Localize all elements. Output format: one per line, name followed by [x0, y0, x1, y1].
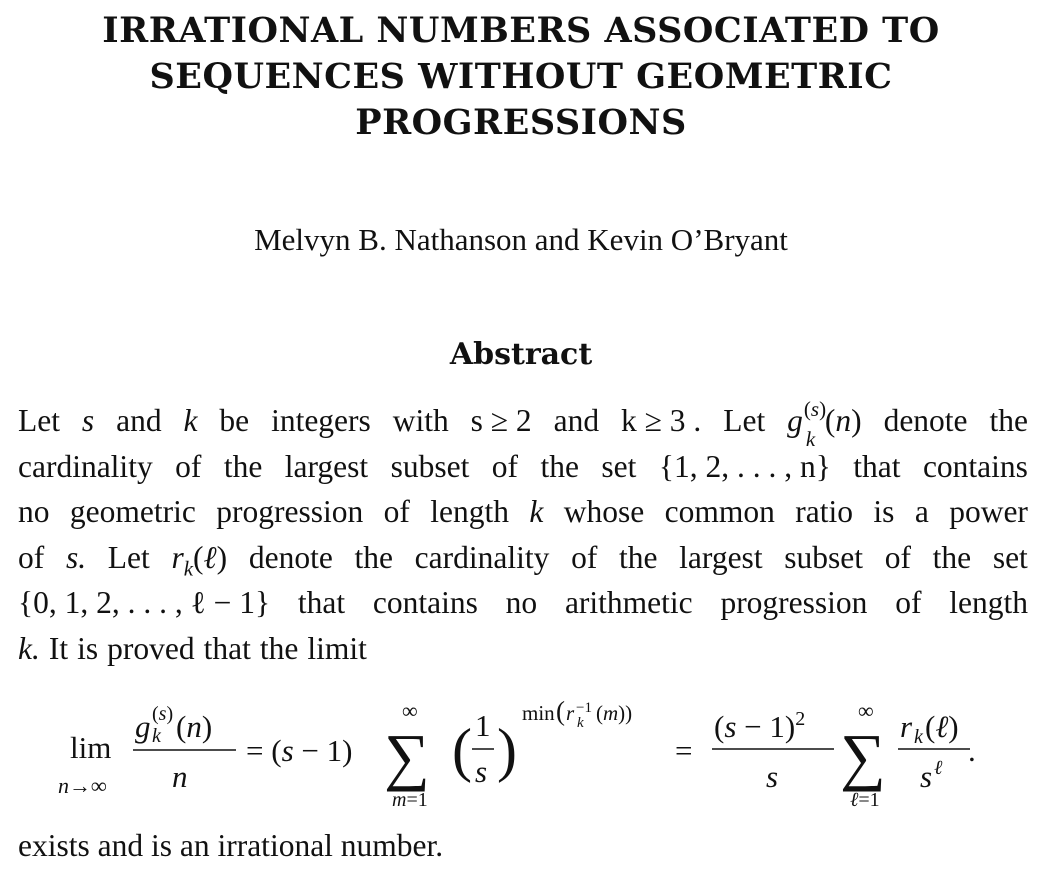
limit-rhs — [675, 698, 976, 810]
svg-text:r: r — [900, 709, 913, 744]
title-line-2: SEQUENCES WITHOUT GEOMETRIC — [149, 56, 893, 97]
set-0-to-l: {0, 1, 2, . . . , ℓ − 1} — [18, 585, 271, 620]
svg-text:): ) — [497, 717, 517, 783]
svg-text:s: s — [920, 759, 933, 794]
svg-text:(m)): (m)) — [596, 701, 633, 725]
abstract-line-1: Let s and k be integers with s ≥ 2 and k ≥ 3 . Let g (s) k (n) denote the — [18, 397, 1028, 451]
g-function: g (s) k (n) — [787, 397, 862, 451]
abstract-body — [18, 398, 1028, 671]
svg-text:∞: ∞ — [858, 698, 874, 723]
abstract-line-2: cardinality of the largest subset of the set {1, 2, . . . , n} that contains — [18, 444, 1028, 490]
svg-text:k: k — [914, 726, 923, 748]
svg-text:(s): (s) — [152, 703, 174, 725]
svg-text:n: n — [172, 759, 188, 794]
svg-text:(s − 1)2: $(s - 1)^2$ — [714, 708, 806, 744]
svg-text:(n): (n) — [176, 709, 213, 744]
svg-text:∑: ∑ — [384, 721, 430, 792]
svg-text:1: 1 — [475, 708, 491, 743]
abstract-line-5: {0, 1, 2, . . . , ℓ − 1} that contains no arithmetic progression of length — [18, 580, 1028, 626]
svg-text:ℓ: ℓ — [934, 757, 943, 779]
abstract-heading: Abstract — [449, 337, 593, 372]
title-line-1: IRRATIONAL NUMBERS ASSOCIATED TO — [102, 10, 940, 51]
abstract-line-3: no geometric progression of length k whose common ratio is a power — [18, 494, 1028, 529]
svg-text:∞: ∞ — [402, 698, 418, 723]
svg-text:.: . — [968, 733, 976, 768]
svg-text:= (s − 1): = (s − 1) — [246, 733, 353, 768]
set-1-to-n: {1, 2, . . . , n} — [658, 448, 831, 484]
limit-lhs — [58, 703, 236, 798]
svg-text:lim: lim — [70, 730, 112, 765]
svg-text:k: k — [152, 725, 161, 747]
svg-text:−1: −1 — [576, 700, 592, 716]
limit-middle — [246, 696, 632, 810]
svg-text:n→∞: n→∞ — [58, 773, 107, 798]
svg-text:k: k — [577, 715, 584, 731]
svg-text:s: s — [475, 754, 488, 789]
authors: Melvyn B. Nathanson and Kevin O’Bryant — [254, 222, 788, 257]
svg-text:(ℓ): (ℓ) — [925, 709, 959, 744]
abstract-line-4: of s. Let $r_k(\ell)$ denote the cardinality of the largest subset of the set — [18, 535, 1028, 581]
paper-title — [0, 8, 1042, 146]
abstract-line-6: k. It is proved that the limit — [18, 630, 367, 666]
limit-formula — [0, 690, 1042, 810]
title-line-3: PROGRESSIONS — [355, 102, 687, 143]
svg-text:ℓ=1: ℓ=1 — [850, 789, 880, 810]
svg-text:g: g — [135, 709, 151, 744]
inequality-k: k ≥ 3 . — [621, 403, 702, 438]
svg-text:m=1: m=1 — [392, 789, 428, 810]
inequality-s: s ≥ 2 — [470, 403, 532, 438]
svg-text:∑: ∑ — [840, 721, 886, 792]
r-function: $r_k(\ell)$ — [171, 539, 228, 580]
svg-text:(: ( — [556, 696, 565, 726]
svg-text:=: = — [675, 733, 693, 768]
svg-text:min: min — [522, 701, 555, 725]
svg-text:(: ( — [452, 717, 472, 783]
closing-text: exists and is an irrational number. — [18, 828, 444, 863]
svg-text:r: r — [566, 701, 575, 725]
svg-text:s: s — [766, 759, 779, 794]
